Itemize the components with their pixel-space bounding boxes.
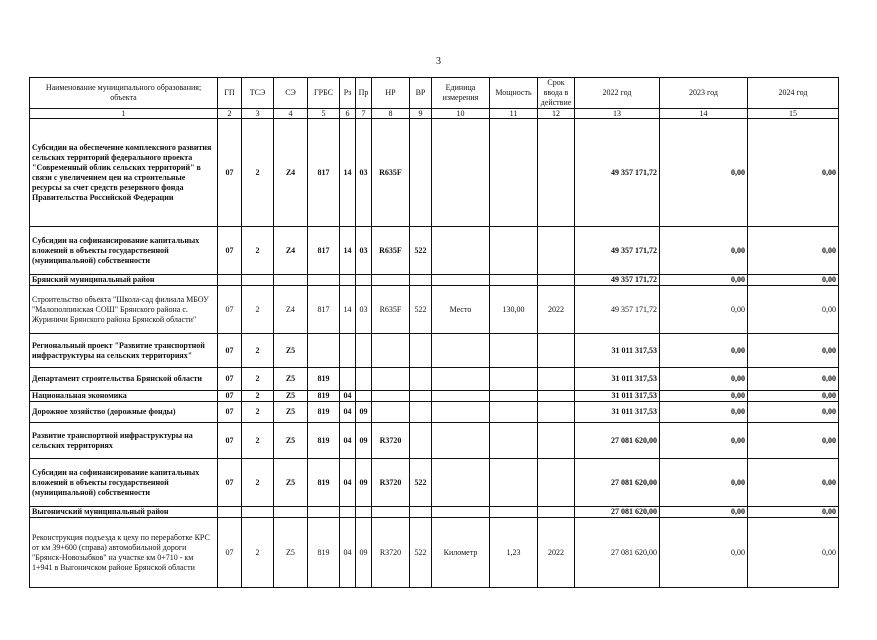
- vr-cell: [410, 334, 432, 368]
- column-number: 14: [660, 109, 748, 119]
- grbs-cell: 819: [308, 459, 340, 507]
- commissioning-cell: [538, 459, 575, 507]
- year-2023-cell: 0,00: [660, 286, 748, 334]
- pr-cell: [356, 275, 372, 286]
- tse-cell: [242, 275, 274, 286]
- commissioning-cell: [538, 119, 575, 227]
- year-2022-cell: 27 081 620,00: [575, 423, 660, 459]
- rz-cell: 14: [340, 227, 356, 275]
- year-2023-cell: 0,00: [660, 423, 748, 459]
- table-row: [30, 391, 839, 402]
- year-2022-cell: 31 011 317,53: [575, 334, 660, 368]
- unit-cell: [432, 119, 490, 227]
- year-2023-cell: 0,00: [660, 518, 748, 588]
- capacity-cell: [490, 334, 538, 368]
- gp-cell: 07: [218, 459, 242, 507]
- nr-cell: R635F: [372, 227, 410, 275]
- table-row: [30, 286, 839, 334]
- grbs-cell: [308, 334, 340, 368]
- capacity-cell: [490, 119, 538, 227]
- year-2022-cell: 27 081 620,00: [575, 518, 660, 588]
- year-2023-cell: 0,00: [660, 275, 748, 286]
- gp-cell: 07: [218, 402, 242, 423]
- budget-table: [29, 77, 839, 588]
- nr-cell: [372, 507, 410, 518]
- rz-cell: [340, 334, 356, 368]
- pr-cell: [356, 334, 372, 368]
- column-number: 8: [372, 109, 410, 119]
- year-2024-cell: 0,00: [748, 518, 839, 588]
- tse-cell: 2: [242, 334, 274, 368]
- column-number: 4: [274, 109, 308, 119]
- year-2023-cell: 0,00: [660, 334, 748, 368]
- year-2024-cell: 0,00: [748, 368, 839, 391]
- column-number: 9: [410, 109, 432, 119]
- header-cell: Рз: [340, 78, 356, 109]
- unit-cell: [432, 459, 490, 507]
- commissioning-cell: [538, 423, 575, 459]
- nr-cell: [372, 402, 410, 423]
- commissioning-cell: 2022: [538, 518, 575, 588]
- table-row: [30, 334, 839, 368]
- gp-cell: [218, 275, 242, 286]
- vr-cell: [410, 275, 432, 286]
- tse-cell: 2: [242, 459, 274, 507]
- nr-cell: R3720: [372, 459, 410, 507]
- grbs-cell: 819: [308, 391, 340, 402]
- rz-cell: [340, 507, 356, 518]
- pr-cell: 09: [356, 423, 372, 459]
- vr-cell: 522: [410, 227, 432, 275]
- row-name: Выгоничский муниципальный район: [30, 507, 218, 518]
- column-number: 6: [340, 109, 356, 119]
- pr-cell: 03: [356, 227, 372, 275]
- year-2024-cell: 0,00: [748, 119, 839, 227]
- unit-cell: [432, 275, 490, 286]
- capacity-cell: [490, 459, 538, 507]
- se-cell: Z5: [274, 402, 308, 423]
- gp-cell: 07: [218, 391, 242, 402]
- table-header-row: [30, 78, 839, 109]
- unit-cell: [432, 507, 490, 518]
- tse-cell: 2: [242, 391, 274, 402]
- year-2023-cell: 0,00: [660, 368, 748, 391]
- commissioning-cell: [538, 227, 575, 275]
- capacity-cell: [490, 423, 538, 459]
- gp-cell: 07: [218, 334, 242, 368]
- header-cell: 2023 год: [660, 78, 748, 109]
- capacity-cell: 1,23: [490, 518, 538, 588]
- year-2024-cell: 0,00: [748, 227, 839, 275]
- capacity-cell: 130,00: [490, 286, 538, 334]
- capacity-cell: [490, 368, 538, 391]
- nr-cell: [372, 368, 410, 391]
- column-number: 13: [575, 109, 660, 119]
- commissioning-cell: [538, 507, 575, 518]
- pr-cell: 09: [356, 459, 372, 507]
- column-number: 11: [490, 109, 538, 119]
- gp-cell: 07: [218, 227, 242, 275]
- grbs-cell: 819: [308, 423, 340, 459]
- column-number: 1: [30, 109, 218, 119]
- header-cell: ГРБС: [308, 78, 340, 109]
- nr-cell: R3720: [372, 423, 410, 459]
- nr-cell: R635F: [372, 119, 410, 227]
- gp-cell: 07: [218, 423, 242, 459]
- se-cell: Z5: [274, 423, 308, 459]
- se-cell: Z5: [274, 334, 308, 368]
- row-name: Национальная экономика: [30, 391, 218, 402]
- header-cell: Мощность: [490, 78, 538, 109]
- row-name: Дорожное хозяйство (дорожные фонды): [30, 402, 218, 423]
- header-cell: СЭ: [274, 78, 308, 109]
- tse-cell: 2: [242, 286, 274, 334]
- commissioning-cell: [538, 402, 575, 423]
- row-name: Брянский муниципальный район: [30, 275, 218, 286]
- header-cell: ГП: [218, 78, 242, 109]
- grbs-cell: 817: [308, 119, 340, 227]
- rz-cell: 14: [340, 119, 356, 227]
- year-2023-cell: 0,00: [660, 402, 748, 423]
- header-cell: Единица измерения: [432, 78, 490, 109]
- pr-cell: [356, 507, 372, 518]
- vr-cell: 522: [410, 286, 432, 334]
- se-cell: Z5: [274, 459, 308, 507]
- grbs-cell: 817: [308, 227, 340, 275]
- rz-cell: 04: [340, 423, 356, 459]
- header-cell: Срок ввода в действие: [538, 78, 575, 109]
- vr-cell: [410, 368, 432, 391]
- unit-cell: Километр: [432, 518, 490, 588]
- year-2024-cell: 0,00: [748, 391, 839, 402]
- year-2024-cell: 0,00: [748, 334, 839, 368]
- se-cell: Z4: [274, 227, 308, 275]
- grbs-cell: 819: [308, 402, 340, 423]
- se-cell: Z4: [274, 119, 308, 227]
- column-number: 7: [356, 109, 372, 119]
- unit-cell: [432, 402, 490, 423]
- year-2022-cell: 31 011 317,53: [575, 391, 660, 402]
- tse-cell: 2: [242, 368, 274, 391]
- vr-cell: [410, 423, 432, 459]
- commissioning-cell: [538, 368, 575, 391]
- table-row: [30, 402, 839, 423]
- year-2023-cell: 0,00: [660, 459, 748, 507]
- commissioning-cell: 2022: [538, 286, 575, 334]
- table-body: [30, 119, 839, 588]
- row-name: Реконструкция подъезда к цеху по переработке КРС от км 39+600 (справа) автомобильной дороги "Брянск-Новозыбков" на участке км 0+710 - км 1+941 в Выгоничском районе Брянской области: [30, 518, 218, 588]
- row-name: Субсидии на софинансирование капитальных вложений в объекты государственной (муниципальной) собственности: [30, 459, 218, 507]
- column-number: 12: [538, 109, 575, 119]
- table-row: [30, 275, 839, 286]
- table-row: [30, 227, 839, 275]
- commissioning-cell: [538, 391, 575, 402]
- capacity-cell: [490, 275, 538, 286]
- se-cell: Z4: [274, 286, 308, 334]
- year-2022-cell: 49 357 171,72: [575, 275, 660, 286]
- year-2024-cell: 0,00: [748, 423, 839, 459]
- column-number: 2: [218, 109, 242, 119]
- gp-cell: [218, 507, 242, 518]
- grbs-cell: [308, 275, 340, 286]
- tse-cell: [242, 507, 274, 518]
- nr-cell: [372, 275, 410, 286]
- pr-cell: [356, 391, 372, 402]
- table-row: [30, 423, 839, 459]
- year-2022-cell: 49 357 171,72: [575, 286, 660, 334]
- tse-cell: 2: [242, 518, 274, 588]
- unit-cell: [432, 227, 490, 275]
- rz-cell: 04: [340, 459, 356, 507]
- column-number: 10: [432, 109, 490, 119]
- header-cell: 2024 год: [748, 78, 839, 109]
- unit-cell: [432, 334, 490, 368]
- vr-cell: 522: [410, 518, 432, 588]
- rz-cell: [340, 275, 356, 286]
- year-2022-cell: 27 081 620,00: [575, 507, 660, 518]
- header-cell: ВР: [410, 78, 432, 109]
- se-cell: Z5: [274, 391, 308, 402]
- pr-cell: 03: [356, 286, 372, 334]
- unit-cell: [432, 391, 490, 402]
- rz-cell: 04: [340, 518, 356, 588]
- row-name: Департамент строительства Брянской области: [30, 368, 218, 391]
- table-row: [30, 119, 839, 227]
- header-cell: 2022 год: [575, 78, 660, 109]
- rz-cell: [340, 368, 356, 391]
- row-name: Субсидии на софинансирование капитальных вложений в объекты государственной (муниципальной) собственности: [30, 227, 218, 275]
- year-2024-cell: 0,00: [748, 402, 839, 423]
- column-number: 15: [748, 109, 839, 119]
- table-row: [30, 459, 839, 507]
- se-cell: Z5: [274, 368, 308, 391]
- nr-cell: [372, 391, 410, 402]
- unit-cell: Место: [432, 286, 490, 334]
- rz-cell: 14: [340, 286, 356, 334]
- grbs-cell: [308, 507, 340, 518]
- se-cell: Z5: [274, 518, 308, 588]
- year-2023-cell: 0,00: [660, 507, 748, 518]
- year-2023-cell: 0,00: [660, 227, 748, 275]
- table-row: [30, 507, 839, 518]
- se-cell: [274, 507, 308, 518]
- year-2022-cell: 31 011 317,53: [575, 402, 660, 423]
- rz-cell: 04: [340, 402, 356, 423]
- table-row: [30, 518, 839, 588]
- year-2023-cell: 0,00: [660, 119, 748, 227]
- nr-cell: R3720: [372, 518, 410, 588]
- year-2022-cell: 27 081 620,00: [575, 459, 660, 507]
- year-2024-cell: 0,00: [748, 275, 839, 286]
- column-number: 3: [242, 109, 274, 119]
- table-row: [30, 368, 839, 391]
- gp-cell: 07: [218, 518, 242, 588]
- capacity-cell: [490, 391, 538, 402]
- grbs-cell: 819: [308, 518, 340, 588]
- row-name: Строительство объекта "Школа-сад филиала МБОУ "Малополпинская СОШ" Брянского района с. Журиничи Брянского района Брянской области": [30, 286, 218, 334]
- year-2022-cell: 49 357 171,72: [575, 119, 660, 227]
- year-2022-cell: 49 357 171,72: [575, 227, 660, 275]
- header-cell: ТСЭ: [242, 78, 274, 109]
- gp-cell: 07: [218, 119, 242, 227]
- se-cell: [274, 275, 308, 286]
- header-cell: Наименование муниципального образования; объекта: [30, 78, 218, 109]
- vr-cell: [410, 402, 432, 423]
- gp-cell: 07: [218, 286, 242, 334]
- commissioning-cell: [538, 334, 575, 368]
- pr-cell: [356, 368, 372, 391]
- vr-cell: [410, 119, 432, 227]
- grbs-cell: 819: [308, 368, 340, 391]
- grbs-cell: 817: [308, 286, 340, 334]
- commissioning-cell: [538, 275, 575, 286]
- rz-cell: 04: [340, 391, 356, 402]
- header-cell: Пр: [356, 78, 372, 109]
- row-name: Субсидии на обеспечение комплексного развития сельских территорий федерального проекта "Современный облик сельских территорий" в связи с увеличением цен на строительные ресурсы за счет средств резервного фонда Правительства Российской Федерации: [30, 119, 218, 227]
- tse-cell: 2: [242, 119, 274, 227]
- page-number: 3: [436, 56, 441, 67]
- column-number: 5: [308, 109, 340, 119]
- pr-cell: 03: [356, 119, 372, 227]
- tse-cell: 2: [242, 423, 274, 459]
- pr-cell: 09: [356, 402, 372, 423]
- nr-cell: [372, 334, 410, 368]
- gp-cell: 07: [218, 368, 242, 391]
- year-2022-cell: 31 011 317,53: [575, 368, 660, 391]
- pr-cell: 09: [356, 518, 372, 588]
- capacity-cell: [490, 227, 538, 275]
- header-cell: НР: [372, 78, 410, 109]
- vr-cell: 522: [410, 459, 432, 507]
- row-name: Региональный проект "Развитие транспортной инфраструктуры на сельских территориях": [30, 334, 218, 368]
- year-2024-cell: 0,00: [748, 507, 839, 518]
- year-2023-cell: 0,00: [660, 391, 748, 402]
- column-number-row: [30, 109, 839, 119]
- tse-cell: 2: [242, 227, 274, 275]
- unit-cell: [432, 368, 490, 391]
- vr-cell: [410, 507, 432, 518]
- year-2024-cell: 0,00: [748, 459, 839, 507]
- vr-cell: [410, 391, 432, 402]
- capacity-cell: [490, 402, 538, 423]
- capacity-cell: [490, 507, 538, 518]
- nr-cell: R635F: [372, 286, 410, 334]
- year-2024-cell: 0,00: [748, 286, 839, 334]
- unit-cell: [432, 423, 490, 459]
- tse-cell: 2: [242, 402, 274, 423]
- row-name: Развитие транспортной инфраструктуры на сельских территориях: [30, 423, 218, 459]
